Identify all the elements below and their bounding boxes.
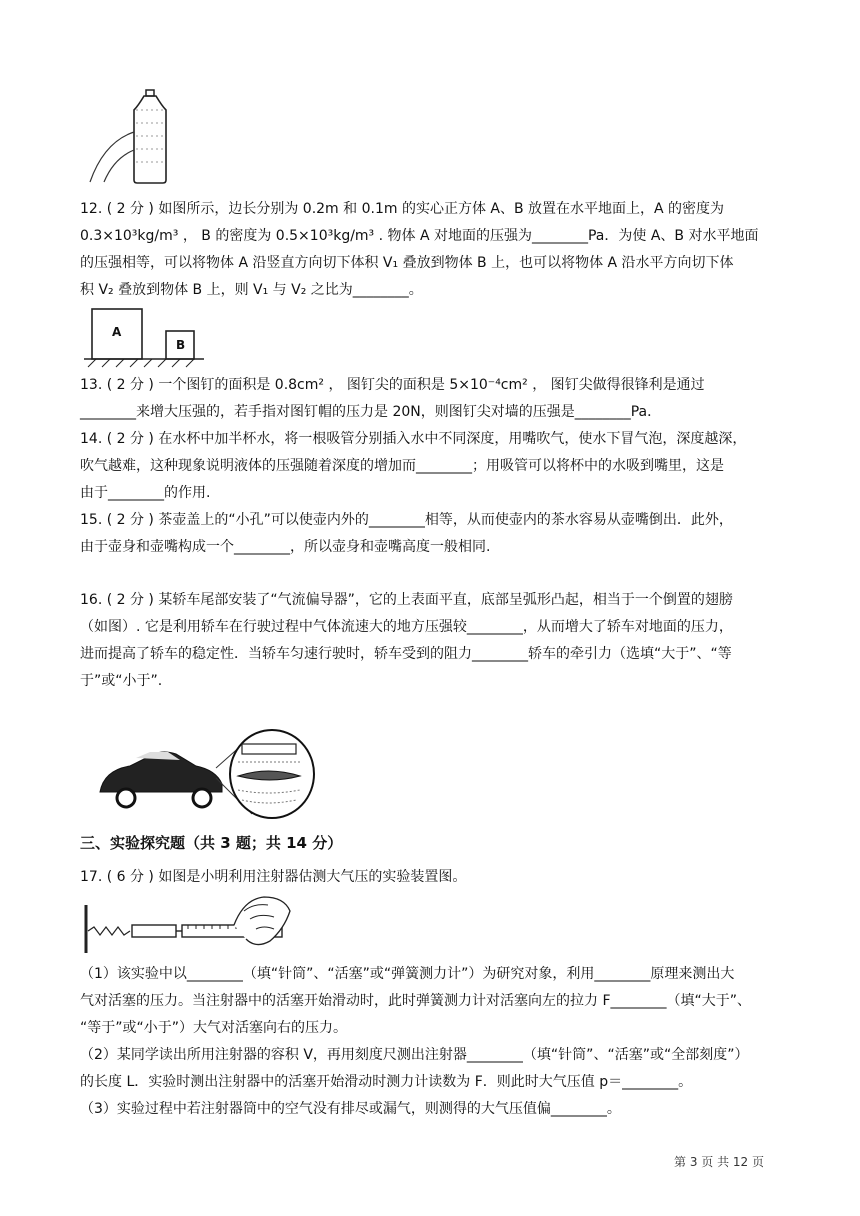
q12-line-2: 0.3×10³kg/m³ ， B 的密度为 0.5×10³kg/m³ . 物体 A 对地面的压强为________Pa．为使 A、B 对水平地面 xyxy=(80,228,759,244)
q12-line-3: 的压强相等，可以将物体 A 沿竖直方向切下体积 V₁ 叠放到物体 B 上，也可以将物体 A 沿水平方向切下体 xyxy=(80,255,734,271)
q13-line-1: 13. ( 2 分 ) 一个图钉的面积是 0.8cm² ， 图钉尖的面积是 5×10⁻⁴cm² ， 图钉尖做得很锋利是通过 xyxy=(80,377,705,393)
q17-line-6: （3）实验过程中若注射器筒中的空气没有排尽或漏气，则测得的大气压值偏________。 xyxy=(80,1101,621,1117)
cube-a-label: A xyxy=(112,325,122,339)
q17-line-2: 气对活塞的压力。当注射器中的活塞开始滑动时，此时弹簧测力计对活塞向左的拉力 F________（填“大于”、 xyxy=(80,993,752,1009)
q16-line-2: （如图）. 它是利用轿车在行驶过程中气体流速大的地方压强较________，从而增大了轿车对地面的压力， xyxy=(80,619,733,635)
page-footer: 第 3 页 共 12 页 xyxy=(674,1155,764,1169)
q15-line-2: 由于壶身和壶嘴构成一个________，所以壶身和壶嘴高度一般相同. xyxy=(80,539,491,555)
q12-line-1: 12. ( 2 分 ) 如图所示，边长分别为 0.2m 和 0.1m 的实心正方体 A、B 放置在水平地面上，A 的密度为 xyxy=(80,201,725,217)
q14-line-1: 14. ( 2 分 ) 在水杯中加半杯水，将一根吸管分别插入水中不同深度，用嘴吹气，使水下冒气泡，深度越深， xyxy=(80,431,747,447)
q17-line-0: 17. ( 6 分 ) 如图是小明利用注射器估测大气压的实验装置图。 xyxy=(80,869,467,885)
q14-line-3: 由于________的作用. xyxy=(80,485,211,501)
q17-line-3: “等于”或“小于”）大气对活塞向右的压力。 xyxy=(80,1020,348,1036)
q13-line-2: ________来增大压强的，若手指对图钉帽的压力是 20N，则图钉尖对墙的压强是________Pa． xyxy=(80,404,662,420)
q17-line-4: （2）某同学读出所用注射器的容积 V，再用刻度尺测出注射器________（填“针筒”、“活塞”或“全部刻度”） xyxy=(80,1047,749,1063)
section-heading: 三、实验探究题（共 3 题；共 14 分） xyxy=(80,834,343,852)
cube-b-label: B xyxy=(176,338,186,352)
q17-line-1: （1）该实验中以________（填“针筒”、“活塞”或“弹簧测力计”）为研究对象，利用________原理来测出大 xyxy=(80,966,735,982)
q15-line-1: 15. ( 2 分 ) 茶壶盖上的“小孔”可以使壶内外的________相等，从而使壶内的茶水容易从壶嘴倒出．此外， xyxy=(80,512,733,528)
bottle-figure xyxy=(80,88,172,184)
car-spoiler-figure xyxy=(92,718,322,824)
q16-line-4: 于”或“小于”. xyxy=(80,673,163,689)
q12-line-4: 积 V₂ 叠放到物体 B 上，则 V₁ 与 V₂ 之比为________。 xyxy=(80,282,423,298)
q16-line-3: 进而提高了轿车的稳定性．当轿车匀速行驶时，轿车受到的阻力________轿车的牵引力（选填“大于”、“等 xyxy=(80,646,732,662)
cubes-figure xyxy=(84,305,204,369)
q14-line-2: 吹气越难，这种现象说明液体的压强随着深度的增加而________；用吸管可以将杯中的水吸到嘴里，这是 xyxy=(80,458,724,474)
syringe-figure xyxy=(84,895,300,955)
q17-line-5: 的长度 L．实验时测出注射器中的活塞开始滑动时测力计读数为 F．则此时大气压值 p＝________。 xyxy=(80,1074,693,1090)
q16-line-1: 16. ( 2 分 ) 某轿车尾部安装了“气流偏导器”，它的上表面平直，底部呈弧形凸起，相当于一个倒置的翅膀 xyxy=(80,592,733,608)
